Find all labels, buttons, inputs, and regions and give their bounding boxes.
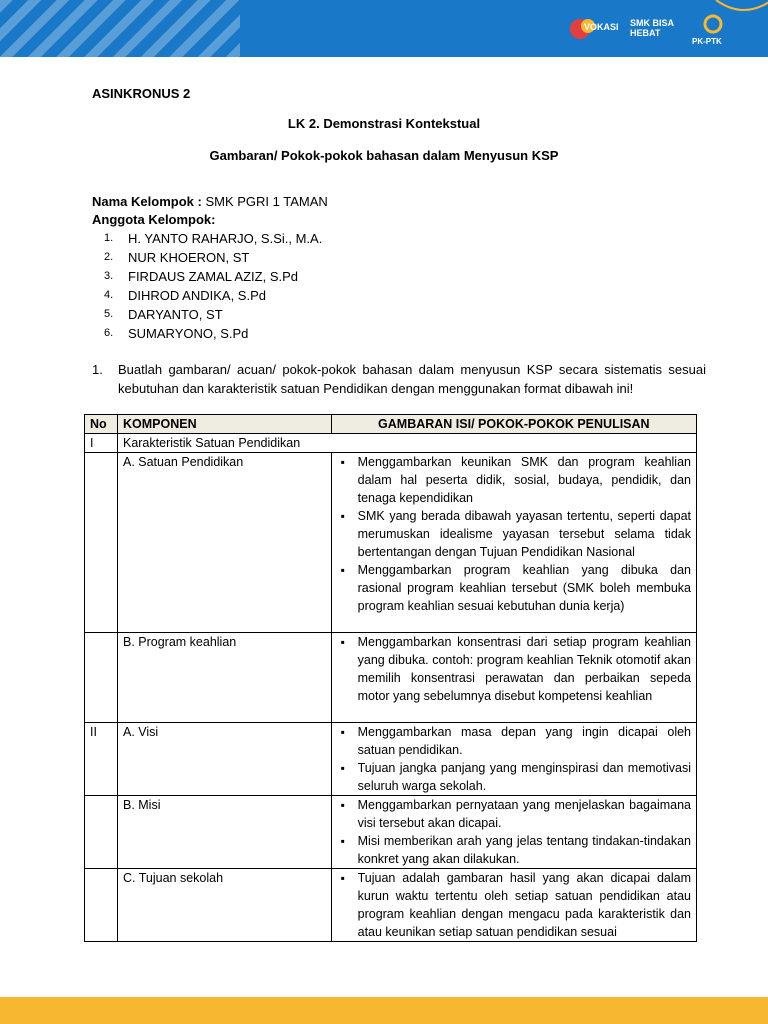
pk-ptk-logo: PK-PTK xyxy=(692,37,722,46)
list-item: ▪ Tujuan adalah gambaran hasil yang akan dicapai dalam kurun waktu tertentu oleh setiap satuan pendidikan atau program keahlian dengan mengacu pada karakteristik dan atau keunikan setiap satuan pendidikan sesuai xyxy=(337,869,691,941)
header-stripes xyxy=(0,0,240,57)
table-row xyxy=(85,453,697,633)
group-label: Nama Kelompok : xyxy=(92,194,202,209)
section-title: Karakteristik Satuan Pendidikan xyxy=(117,434,696,453)
header-no: No xyxy=(85,415,118,434)
row-points xyxy=(331,453,696,633)
row-component: A. Visi xyxy=(117,723,331,796)
row-component: B. Program keahlian xyxy=(117,633,331,723)
table-row xyxy=(85,869,697,942)
table-row xyxy=(85,796,697,869)
group-name: SMK PGRI 1 TAMAN xyxy=(205,194,328,209)
row-points xyxy=(331,796,696,869)
page-title: LK 2. Demonstrasi Kontekstual xyxy=(287,116,481,131)
list-item: ▪ Tujuan jangka panjang yang menginspirasi dan memotivasi seluruh warga sekolah. xyxy=(337,759,691,795)
list-item: ▪ Menggambarkan keunikan SMK dan program keahlian dalam hal peserta didik, sosial, budaya, pendidik, dan tenaga kependidikan xyxy=(337,453,691,507)
footer-band xyxy=(0,997,768,1024)
list-item: ▪ Menggambarkan konsentrasi dari setiap program keahlian yang dibuka. contoh: program keahlian Teknik otomotif akan memilih konsentrasi perawatan dan perbaikan sepeda motor yang sebelumnya disebut kompetensi keahlian xyxy=(337,633,691,705)
row-component: A. Satuan Pendidikan xyxy=(117,453,331,633)
row-points xyxy=(331,723,696,796)
members-label: Anggota Kelompok: xyxy=(92,212,216,227)
list-item: ▪ Menggambarkan pernyataan yang menjelaskan bagaimana visi tersebut akan dicapai. xyxy=(337,796,691,832)
instruction-number: 1. xyxy=(92,362,103,377)
row-component: B. Misi xyxy=(117,796,331,869)
smk-logo: SMK BISA HEBAT xyxy=(630,18,674,38)
header-logos xyxy=(568,0,768,57)
decorative-arc-icon xyxy=(714,0,768,20)
page-subtitle: Gambaran/ Pokok-pokok bahasan dalam Menyusun KSP xyxy=(209,148,559,163)
row-no xyxy=(85,633,118,723)
row-points xyxy=(331,633,696,723)
row-no xyxy=(85,796,118,869)
section-heading: ASINKRONUS 2 xyxy=(92,86,191,101)
table-row xyxy=(85,633,697,723)
table-row xyxy=(85,723,697,796)
table-section-row xyxy=(85,434,697,453)
group-row xyxy=(92,194,328,210)
list-item: ▪ Menggambarkan masa depan yang ingin dicapai oleh satuan pendidikan. xyxy=(337,723,691,759)
row-no xyxy=(85,453,118,633)
vokasi-logo: VOKASI xyxy=(584,22,619,32)
row-no: II xyxy=(85,723,118,796)
list-item: ▪ Menggambarkan program keahlian yang dibuka dan rasional program keahlian tersebut (SMK boleh membuka program keahlian sesuai kebutuhan dunia kerja) xyxy=(337,561,691,615)
list-item: ▪ Misi memberikan arah yang jelas tentang tindakan-tindakan konkret yang akan dilakukan. xyxy=(337,832,691,868)
row-no xyxy=(85,869,118,942)
header-gambaran: GAMBARAN ISI/ POKOK-POKOK PENULISAN xyxy=(331,415,696,434)
list-item: ▪ SMK yang berada dibawah yayasan tertentu, seperti dapat merumuskan idealisme yayasan tersebut selama tidak bertentangan dengan Tujuan Pendidikan Nasional xyxy=(337,507,691,561)
header-band xyxy=(0,0,768,57)
ksp-table xyxy=(84,414,697,942)
header-komponen: KOMPONEN xyxy=(117,415,331,434)
instruction xyxy=(92,360,706,398)
row-component: C. Tujuan sekolah xyxy=(117,869,331,942)
instruction-text: Buatlah gambaran/ acuan/ pokok-pokok bahasan dalam menyusun KSP secara sistematis sesuai kebutuhan dan karakteristik satuan Pendidikan dengan menggunakan format dibawah ini! xyxy=(118,362,706,396)
row-points xyxy=(331,869,696,942)
table-header-row xyxy=(85,415,697,434)
section-no: I xyxy=(85,434,118,453)
